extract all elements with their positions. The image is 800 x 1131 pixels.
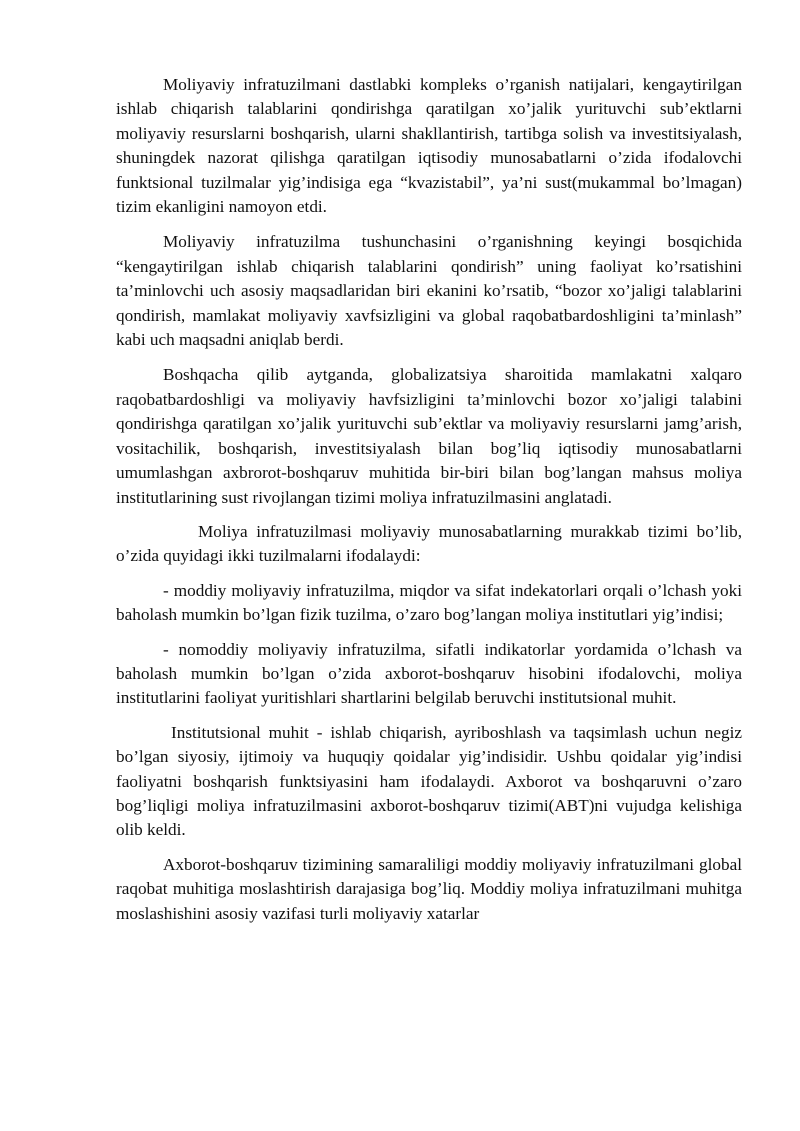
paragraph-institutional-environment: Institutsional muhit - ishlab chiqarish, ayriboshlash va taqsimlash uchun negiz bo’lgan siyosiy, ijtimoiy va huquqiy qoidalar yig’indisidir. Ushbu qoidalar yig’indisi faoliyatni boshqarish funktsiyasini ham ifodalaydi. Axborot va boshqaruvni o’zaro bog’liqligi moliya infratuzilmasini axborot-boshqaruv tizimi(ABT)ni vujudga kelishiga olib keldi. [116, 722, 742, 840]
paragraph-three-goals: Moliyaviy infratuzilma tushunchasini o’rganishning keyingi bosqichida “kengaytirilgan ishlab chiqarish talablarini qondirish” uning faoliyat ko’rsatishini ta’minlovchi uch asosiy maqsadlaridan biri ekanini ko’rsatib, “bozor xo’jaligi talablarini qondirish, mamlakat moliyaviy xavfsizligini va global raqobatbardoshligini ta’minlash” kabi uch maqsadni aniqlab berdi. [116, 232, 742, 350]
paragraph-definition: Boshqacha qilib aytganda, globalizatsiya sharoitida mamlakatni xalqaro raqobatbardoshligi va moliyaviy havfsizligini ta’minlovchi bozor xo’jaligi talabini qondirishga qaratilgan xo’jalik yurituvchi sub’ektlar va moliyaviy resurslarni jamg’arish, vositachilik, boshqarish, investitsiyalash bilan bog’liq iqtisodiy munosabatlarni umumlashgan axbrorot-boshqaruv muhitida bir-biri bilan bog’langan mahsus moliya institutlarining sust rivojlangan tizimi moliya infratuzilmasini anglatadi. [116, 365, 742, 507]
paragraph-two-structures: Moliya infratuzilmasi moliyaviy munosabatlarning murakkab tizimi bo’lib, o’zida quyidagi ikki tuzilmalarni ifodalaydi: [116, 521, 742, 566]
list-item-material-infrastructure: - moddiy moliyaviy infratuzilma, miqdor va sifat indekatorlari orqali o’lchash yoki baholash mumkin bo’lgan fizik tuzilma, o’zaro bog’langan moliya institutlari yig’indisi; [116, 580, 742, 625]
paragraph-preliminary-study: Moliyaviy infratuzilmani dastlabki kompleks o’rganish natijalari, kengaytirilgan ishlab chiqarish talablarini qondirishga qaratilgan xo’jalik yurituvchi sub’ektlarni moliyaviy resurslarni boshqarish, ularni shakllantirish, tartibga solish va investitsiyalash, shuningdek nazorat qilishga qaratilgan iqtisodiy munosabatlarni o’zida ifodalovchi funktsional tuzilmalar yig’indisiga ega “kvazistabil”, ya’ni sust(mukammal bo’lmagan) tizim ekanligini namoyon etdi. [116, 75, 742, 217]
document-page [116, 73, 742, 926]
list-item-nonmaterial-infrastructure: - nomoddiy moliyaviy infratuzilma, sifatli indikatorlar yordamida o’lchash va baholash mumkin bo’lgan o’zida axborot-boshqaruv hisobini ifodalovchi, moliya institutlarini faoliyat yuritishlari shartlarini belgilab beruvchi institutsional muhit. [116, 639, 742, 708]
paragraph-information-management-system: Axborot-boshqaruv tizimining samaraliligi moddiy moliyaviy infratuzilmani global raqobat muhitiga moslashtirish darajasiga bog’liq. Moddiy moliya infratuzilmani muhitga moslashishini asosiy vazifasi turli moliyaviy xatarlar [116, 854, 742, 923]
